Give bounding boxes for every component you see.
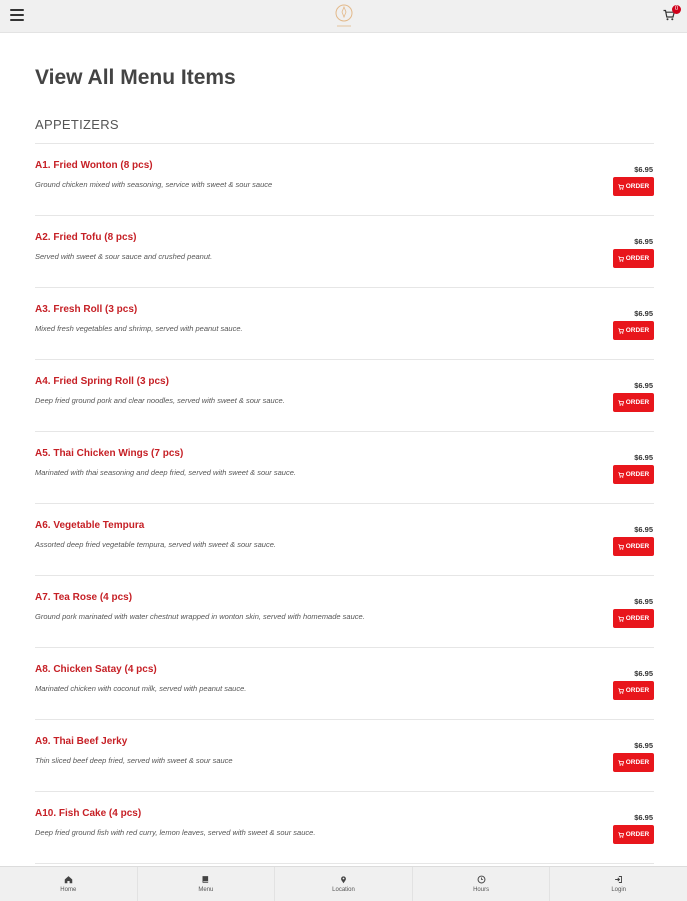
nav-item-label: Location <box>332 887 355 893</box>
home-icon <box>64 875 73 884</box>
menu-item <box>35 648 654 720</box>
menu-item-name[interactable]: A8. Chicken Satay (4 pcs) <box>35 664 157 675</box>
menu-item-description: Marinated chicken with coconut milk, served with peanut sauce. <box>35 684 247 693</box>
order-button-label: ORDER <box>625 759 650 766</box>
order-button-label: ORDER <box>625 543 650 550</box>
menu-item-name[interactable]: A5. Thai Chicken Wings (7 pcs) <box>35 448 184 459</box>
order-button-label: ORDER <box>625 615 650 622</box>
main-content <box>35 32 654 864</box>
menu-item-name[interactable]: A1. Fried Wonton (8 pcs) <box>35 160 153 171</box>
nav-item-login[interactable] <box>550 867 687 901</box>
menu-item <box>35 144 654 216</box>
section-title: APPETIZERS <box>35 117 119 132</box>
order-button-label: ORDER <box>625 327 650 334</box>
cart-icon <box>618 328 624 334</box>
menu-item-name[interactable]: A3. Fresh Roll (3 pcs) <box>35 304 138 315</box>
nav-item-label: Home <box>60 887 77 893</box>
menu-item-description: Ground chicken mixed with seasoning, service with sweet & sour sauce <box>35 180 273 189</box>
order-button[interactable] <box>613 681 654 700</box>
menu-item-price: $6.95 <box>634 669 653 678</box>
cart-icon <box>618 472 624 478</box>
order-button-label: ORDER <box>625 831 650 838</box>
nav-item-label: Menu <box>198 887 214 893</box>
menu-item <box>35 432 654 504</box>
hamburger-icon[interactable] <box>10 9 24 23</box>
menu-item <box>35 792 654 864</box>
menu-item <box>35 288 654 360</box>
menu-item-price: $6.95 <box>634 165 653 174</box>
menu-item-price: $6.95 <box>634 813 653 822</box>
menu-item-name[interactable]: A4. Fried Spring Roll (3 pcs) <box>35 376 169 387</box>
menu-item-price: $6.95 <box>634 741 653 750</box>
menu-item-name[interactable]: A2. Fried Tofu (8 pcs) <box>35 232 137 243</box>
top-bar <box>0 0 687 33</box>
menu-item-name[interactable]: A7. Tea Rose (4 pcs) <box>35 592 133 603</box>
order-button[interactable] <box>613 393 654 412</box>
order-button-label: ORDER <box>625 687 650 694</box>
cart-icon[interactable] <box>663 8 679 24</box>
nav-item-label: Login <box>611 887 627 893</box>
menu-item-list <box>35 144 654 864</box>
nav-item-menu[interactable] <box>138 867 276 901</box>
menu-item <box>35 504 654 576</box>
order-button-label: ORDER <box>625 183 650 190</box>
menu-item <box>35 576 654 648</box>
menu-item-price: $6.95 <box>634 237 653 246</box>
menu-item <box>35 360 654 432</box>
menu-item-description: Deep fried ground fish with red curry, lemon leaves, served with sweet & sour sauce. <box>35 828 316 837</box>
login-icon <box>614 875 623 884</box>
menu-item-description: Marinated with thai seasoning and deep fried, served with sweet & sour sauce. <box>35 468 296 477</box>
page-title: View All Menu Items <box>35 66 236 89</box>
order-button-label: ORDER <box>625 255 650 262</box>
menu-item-price: $6.95 <box>634 381 653 390</box>
order-button[interactable] <box>613 321 654 340</box>
order-button[interactable] <box>613 177 654 196</box>
clock-icon <box>477 875 486 884</box>
nav-item-location[interactable] <box>275 867 413 901</box>
cart-icon <box>618 544 624 550</box>
menu-item <box>35 720 654 792</box>
restaurant-logo[interactable] <box>331 2 357 30</box>
nav-item-label: Hours <box>473 887 490 893</box>
order-button[interactable] <box>613 753 654 772</box>
menu-item-name[interactable]: A9. Thai Beef Jerky <box>35 736 128 747</box>
menu-item <box>35 216 654 288</box>
menu-item-price: $6.95 <box>634 525 653 534</box>
menu-item-name[interactable]: A10. Fish Cake (4 pcs) <box>35 808 142 819</box>
cart-icon <box>618 760 624 766</box>
nav-item-hours[interactable] <box>413 867 551 901</box>
order-button-label: ORDER <box>625 471 650 478</box>
order-button[interactable] <box>613 537 654 556</box>
cart-icon <box>618 184 624 190</box>
menu-item-description: Mixed fresh vegetables and shrimp, served with peanut sauce. <box>35 324 243 333</box>
menu-item-description: Assorted deep fried vegetable tempura, served with sweet & sour sauce. <box>35 540 276 549</box>
cart-count-badge: 0 <box>672 5 681 14</box>
menu-item-description: Thin sliced beef deep fried, served with sweet & sour sauce <box>35 756 233 765</box>
order-button[interactable] <box>613 249 654 268</box>
menu-item-name[interactable]: A6. Vegetable Tempura <box>35 520 145 531</box>
cart-icon <box>618 616 624 622</box>
order-button[interactable] <box>613 465 654 484</box>
menu-item-price: $6.95 <box>634 309 653 318</box>
menu-item-description: Deep fried ground pork and clear noodles, served with sweet & sour sauce. <box>35 396 285 405</box>
menu-item-price: $6.95 <box>634 453 653 462</box>
cart-icon <box>618 688 624 694</box>
cart-icon <box>618 400 624 406</box>
book-icon <box>201 875 210 884</box>
order-button-label: ORDER <box>625 399 650 406</box>
order-button[interactable] <box>613 825 654 844</box>
map-pin-icon <box>339 875 348 884</box>
menu-item-description: Ground pork marinated with water chestnut wrapped in wonton skin, served with homemade sauce. <box>35 612 365 621</box>
bottom-navigation <box>0 866 687 901</box>
order-button[interactable] <box>613 609 654 628</box>
cart-icon <box>618 256 624 262</box>
menu-item-description: Served with sweet & sour sauce and crushed peanut. <box>35 252 213 261</box>
menu-item-price: $6.95 <box>634 597 653 606</box>
cart-icon <box>618 832 624 838</box>
nav-item-home[interactable] <box>0 867 138 901</box>
